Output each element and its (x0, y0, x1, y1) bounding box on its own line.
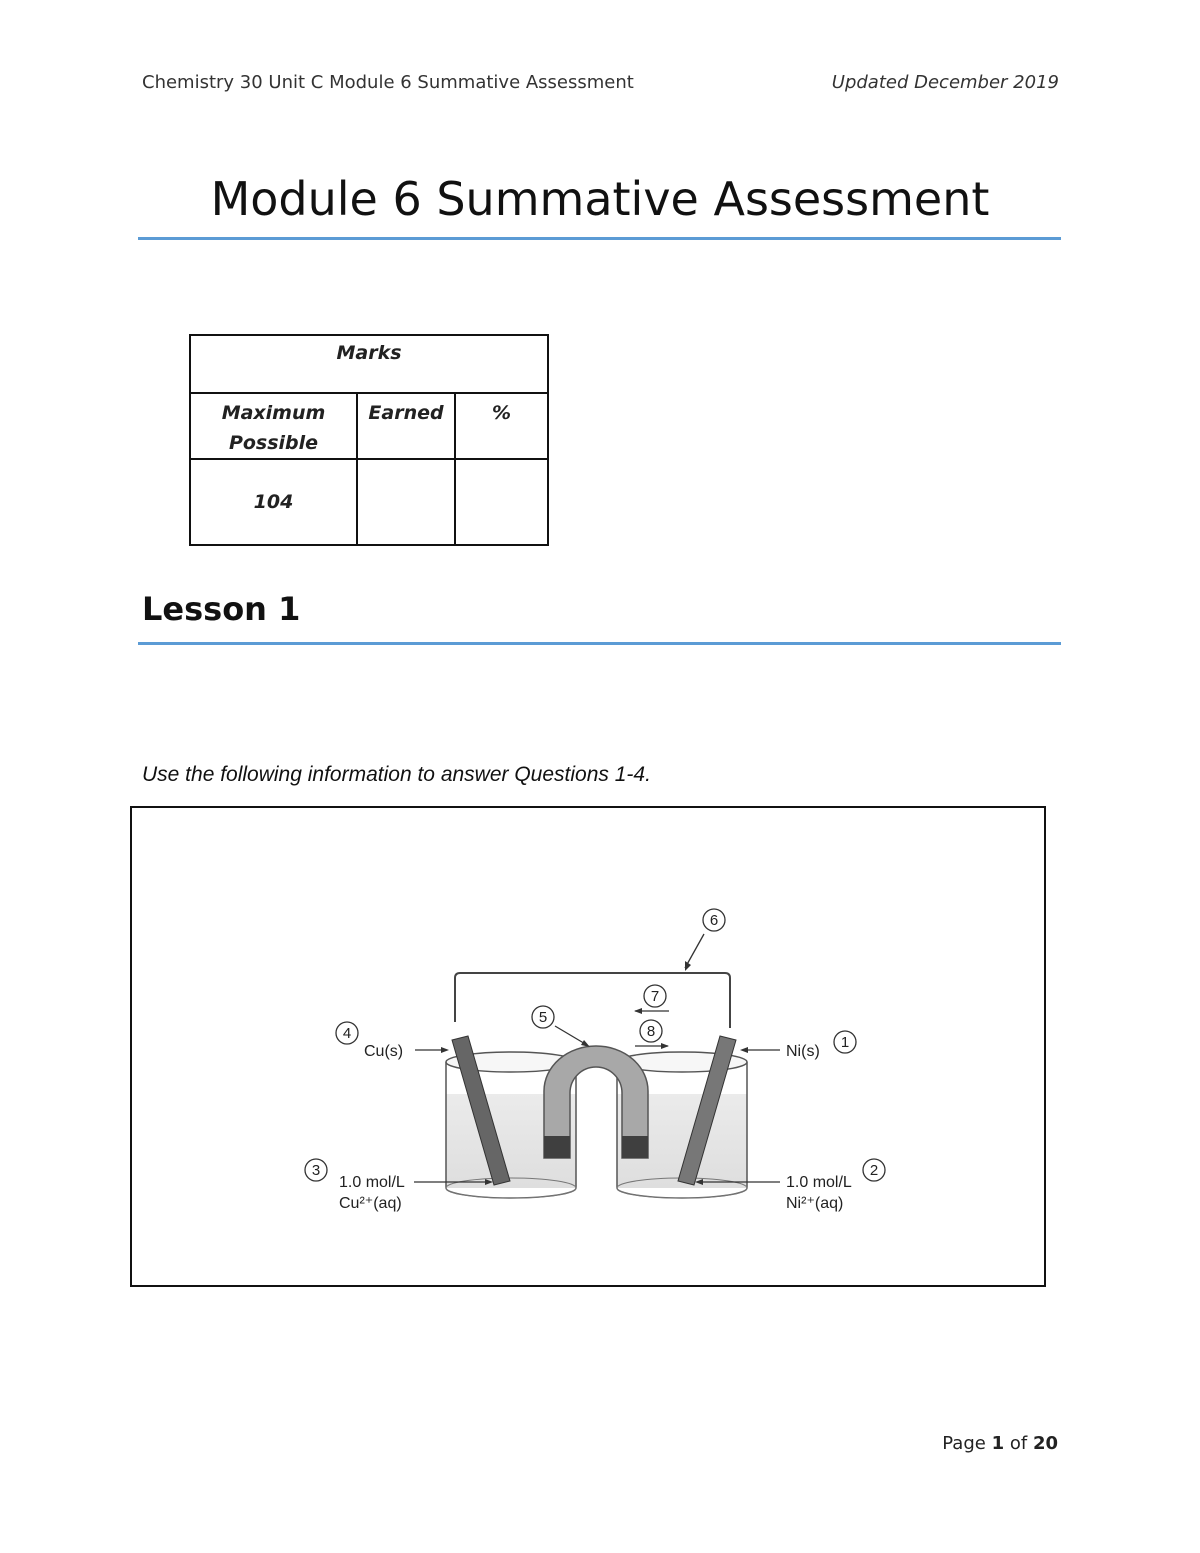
marks-table (189, 334, 549, 546)
instruction-text: Use the following information to answer Questions 1-4. (142, 763, 651, 786)
label-ni-solid: Ni(s) (786, 1043, 820, 1060)
earned-marks-cell (357, 459, 455, 545)
marker-6: 6 (709, 912, 719, 929)
footer-page-word: Page (942, 1433, 986, 1454)
col-maximum-possible (190, 393, 357, 459)
footer-page-total: 20 (1032, 1433, 1058, 1454)
lesson-divider (138, 642, 1061, 645)
col-max-line1: Maximum (221, 402, 326, 424)
page-footer (942, 1433, 1058, 1454)
footer-of-word: of (1009, 1433, 1028, 1454)
title-divider (138, 237, 1061, 240)
marker-3: 3 (311, 1162, 321, 1179)
marker-7: 7 (650, 988, 660, 1005)
external-wire (455, 973, 730, 1028)
col-percent: % (455, 393, 548, 459)
voltaic-cell-diagram (132, 808, 1044, 1285)
footer-page-number: 1 (991, 1433, 1005, 1454)
max-marks-value: 104 (190, 459, 357, 545)
marker-2: 2 (869, 1162, 879, 1179)
marker-4: 4 (342, 1025, 352, 1042)
marks-heading: Marks (190, 335, 548, 393)
label-ni-ion: Ni²⁺(aq) (786, 1195, 844, 1212)
page-title: Module 6 Summative Assessment (210, 172, 990, 226)
label-cu-ion: Cu²⁺(aq) (339, 1195, 402, 1212)
header-course-title: Chemistry 30 Unit C Module 6 Summative Assessment (142, 72, 634, 93)
figure-box (130, 806, 1046, 1287)
label-cu-solid: Cu(s) (364, 1043, 404, 1060)
marker-1: 1 (840, 1034, 850, 1051)
salt-bridge (544, 1046, 648, 1158)
marker-8: 8 (646, 1023, 656, 1040)
marker-5: 5 (538, 1009, 548, 1026)
label-ni-concentration: 1.0 mol/L (786, 1174, 852, 1191)
col-max-line2: Possible (228, 432, 319, 454)
lesson-heading: Lesson 1 (142, 590, 301, 628)
percent-cell (455, 459, 548, 545)
label-cu-concentration: 1.0 mol/L (339, 1174, 405, 1191)
col-earned: Earned (357, 393, 455, 459)
header-updated-date: Updated December 2019 (831, 72, 1059, 93)
